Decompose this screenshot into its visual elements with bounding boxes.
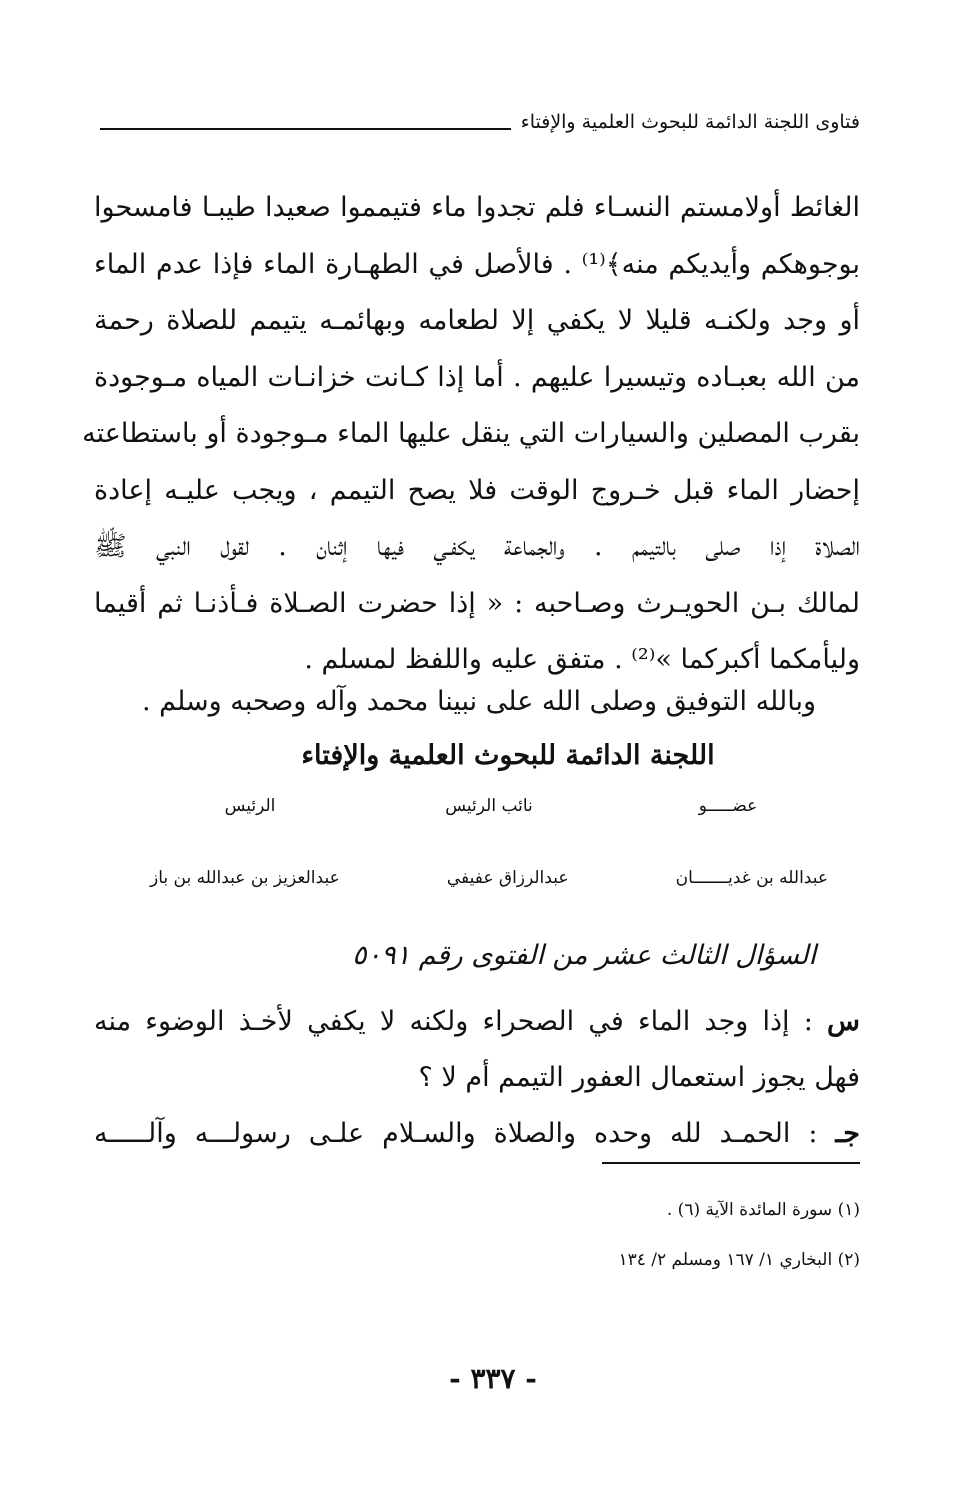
page-number: - ٣٣٧ - (449, 1362, 537, 1395)
body-line: بوجوهكم وأيديكم منه﴾⁽¹⁾ . فالأصل في الطهـارة الماء فإذا عدم الماء (94, 248, 861, 280)
answer-line (94, 1106, 860, 1162)
body-line: من الله بعبـاده وتيسيرا عليهم . أما إذا كـانت خزانـات المياه مـوجودة (94, 361, 860, 393)
name-president: عبدالعزيز بن عبدالله بن باز (150, 868, 340, 888)
role-member: عضـــــو (698, 796, 758, 816)
body-line: الصلاة إذا صلى بالتيمم . والجماعة يكفـي فيها إثنان . لقول النبي ﷺ (94, 531, 860, 562)
name-member: عبدالله بن غديـــــــان (675, 868, 828, 888)
question-line (94, 1050, 860, 1106)
role-vice-president: نائب الرئيس (445, 796, 533, 816)
committee-names (150, 868, 828, 888)
question-text-2: فهل يجوز استعمال العفور التيمم أم لا ؟ (418, 1062, 860, 1093)
running-title: فتاوى اللجنة الدائمة للبحوث العلمية والإفتاء (520, 111, 860, 133)
header-rule (100, 128, 511, 130)
closing-prayer: وبالله التوفيق وصلى الله على نبينا محمد وآله وصحبه وسلم . (141, 686, 816, 717)
running-header (100, 104, 860, 140)
question-line (94, 994, 860, 1050)
footnote-rule (602, 1162, 860, 1164)
question-text-1: : إذا وجد الماء في الصحراء ولكنه لا يكفي لأخـذ الوضوء منه (94, 1006, 813, 1037)
question-label: س (827, 1006, 860, 1037)
role-president: الرئيس (224, 796, 276, 816)
question-heading: السؤال الثالث عشر من الفتوى رقم ٥٠٩١ (352, 940, 816, 971)
name-vice-president: عبدالرزاق عفيفي (446, 868, 569, 888)
committee-roles (150, 796, 828, 816)
footnote-2: (٢) البخاري ١/ ١٦٧ ومسلم ٢/ ١٣٤ (618, 1250, 860, 1270)
body-line: وليأمكما أكبركما »⁽²⁾ . متفق عليه واللفظ لمسلم . (304, 644, 860, 675)
question-answer (94, 994, 860, 1162)
fatwa-body (82, 180, 861, 689)
body-line: أو وجد ولكنـه قليلا لا يكفي إلا لطعامه وبهائمـه يتيمم للصلاة رحمة (94, 305, 860, 336)
footnote-1: (١) سورة المائدة الآية (٦) . (666, 1200, 860, 1220)
body-line: إحضار الماء قبل خـروج الوقت فلا يصح التيمم ، ويجب عليـه إعادة (94, 474, 860, 506)
committee-title: اللجنة الدائمة للبحوث العلمية والإفتاء (301, 740, 715, 771)
body-line: لمالك بـن الحويـرث وصـاحبه : « إذا حضرت الصـلاة فـأذنـا ثم أقيما (94, 587, 860, 619)
answer-label: جـ (835, 1118, 860, 1149)
body-line: الغائط أولامستم النسـاء فلم تجدوا ماء فتيمموا صعيدا طيبـا فامسحوا (94, 192, 860, 223)
body-line: بقرب المصلين والسيارات التي ينقل عليها الماء مـوجودة أو باستطاعته (82, 418, 860, 449)
answer-text-1: : الحمـد لله وحده والصلاة والسـلام علـى رسولـــه وآلـــــه (94, 1118, 818, 1149)
